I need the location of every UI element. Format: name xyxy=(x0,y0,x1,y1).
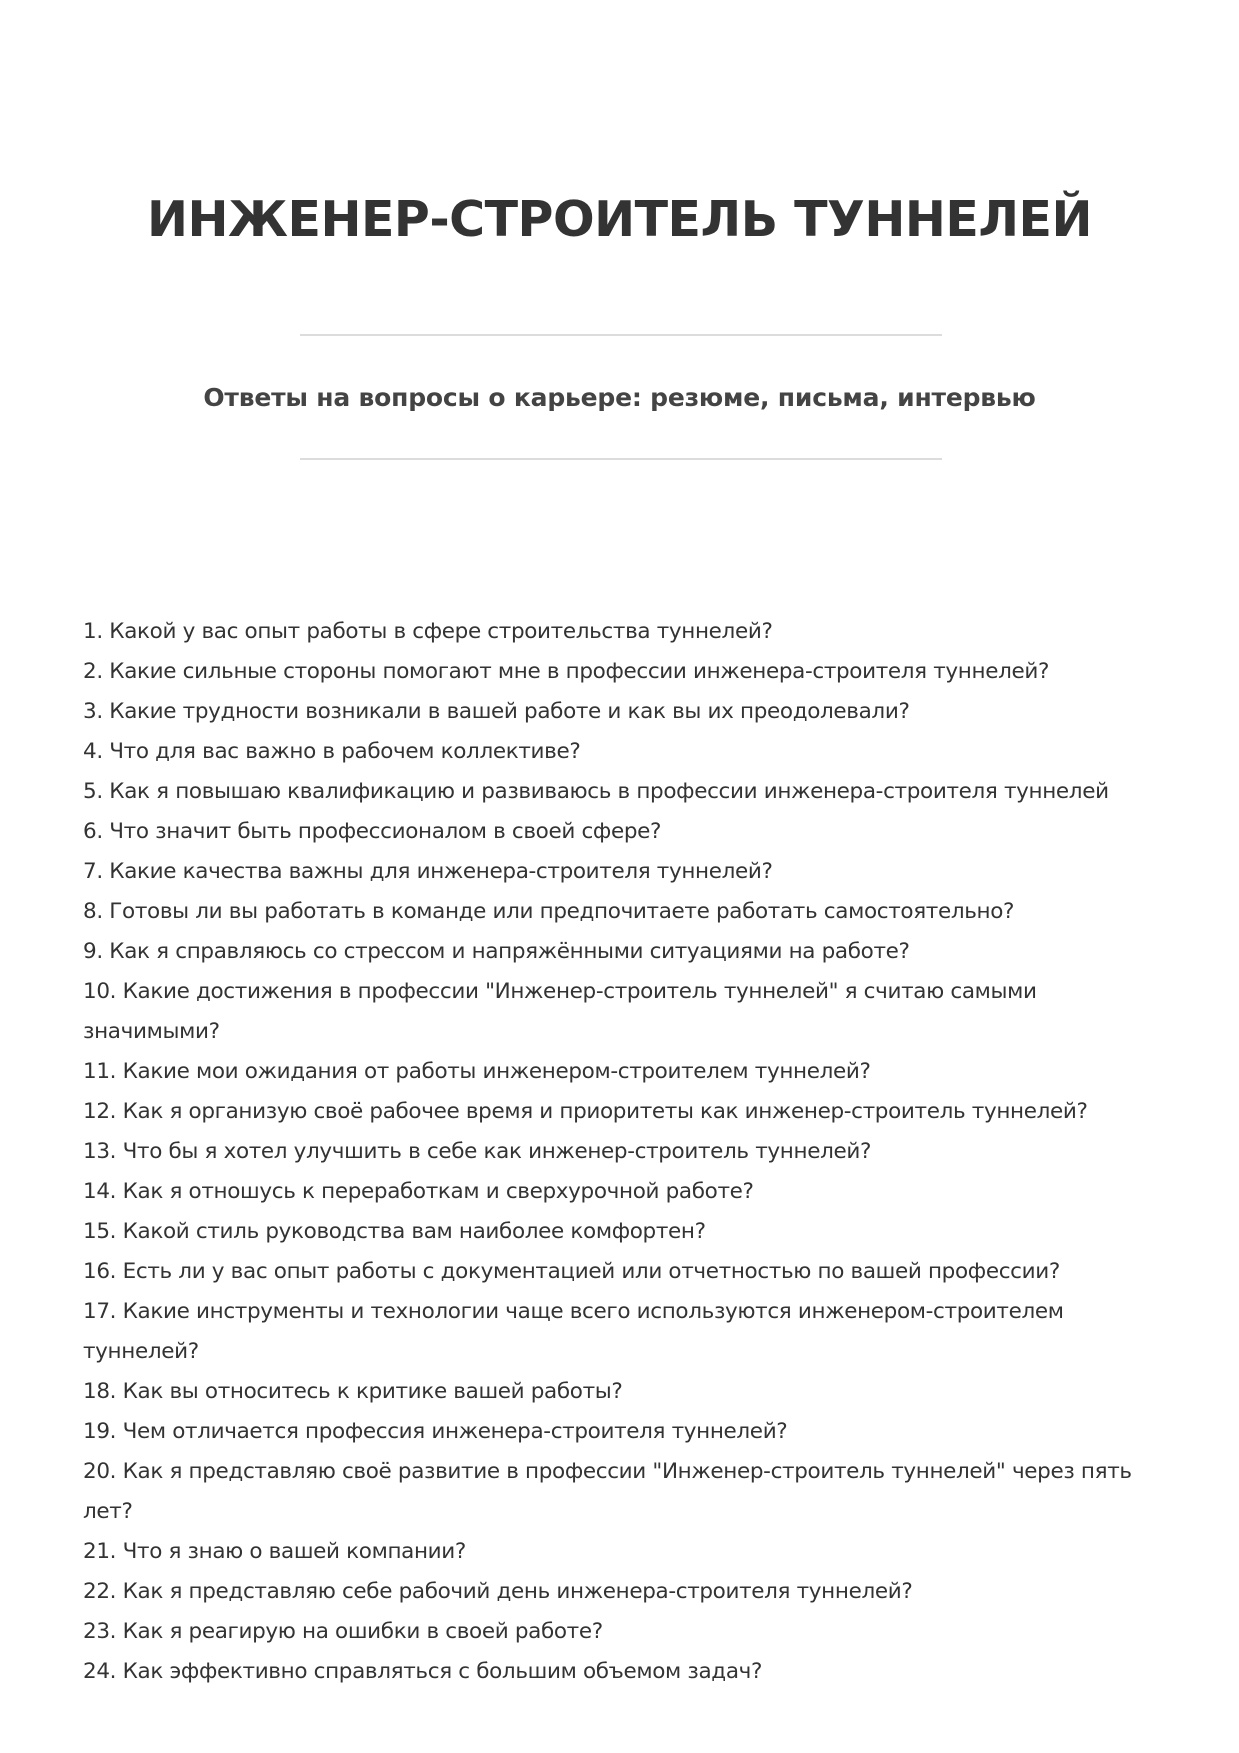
question-item: 18. Как вы относитесь к критике вашей работы? xyxy=(83,1379,623,1404)
top-divider xyxy=(300,334,942,336)
bottom-divider xyxy=(300,458,942,460)
question-item: 13. Что бы я хотел улучшить в себе как инженер-строитель туннелей? xyxy=(83,1139,872,1164)
question-item: 24. Как эффективно справляться с большим объемом задач? xyxy=(83,1659,763,1684)
question-item: 20. Как я представляю своё развитие в профессии "Инженер-строитель туннелей" через пять лет? xyxy=(83,1459,1132,1524)
question-item: 10. Какие достижения в профессии "Инженер-строитель туннелей" я считаю самыми значимыми? xyxy=(83,979,1037,1044)
question-item: 8. Готовы ли вы работать в команде или предпочитаете работать самостоятельно? xyxy=(83,899,1015,924)
question-item: 19. Чем отличается профессия инженера-строителя туннелей? xyxy=(83,1419,788,1444)
question-item: 12. Как я организую своё рабочее время и приоритеты как инженер-строитель туннелей? xyxy=(83,1099,1088,1124)
question-item: 22. Как я представляю себе рабочий день инженера-строителя туннелей? xyxy=(83,1579,913,1604)
page-title: ИНЖЕНЕР-СТРОИТЕЛЬ ТУННЕЛЕЙ xyxy=(146,191,1093,248)
question-item: 17. Какие инструменты и технологии чаще всего используются инженером-строителем туннелей? xyxy=(83,1299,1064,1364)
question-item: 3. Какие трудности возникали в вашей работе и как вы их преодолевали? xyxy=(83,699,910,724)
question-item: 4. Что для вас важно в рабочем коллективе? xyxy=(83,739,581,764)
question-item: 23. Как я реагирую на ошибки в своей работе? xyxy=(83,1619,603,1644)
question-item: 16. Есть ли у вас опыт работы с документацией или отчетностью по вашей профессии? xyxy=(83,1259,1060,1284)
question-item: 11. Какие мои ожидания от работы инженером-строителем туннелей? xyxy=(83,1059,871,1084)
question-item: 1. Какой у вас опыт работы в сфере строительства туннелей? xyxy=(83,619,773,644)
question-item: 6. Что значит быть профессионалом в своей сфере? xyxy=(83,819,662,844)
question-item: 15. Какой стиль руководства вам наиболее комфортен? xyxy=(83,1219,706,1244)
question-item: 7. Какие качества важны для инженера-строителя туннелей? xyxy=(83,859,773,884)
question-item: 9. Как я справляюсь со стрессом и напряжёнными ситуациями на работе? xyxy=(83,939,910,964)
question-item: 21. Что я знаю о вашей компании? xyxy=(83,1539,466,1564)
question-item: 2. Какие сильные стороны помогают мне в профессии инженера-строителя туннелей? xyxy=(83,659,1050,684)
page-subtitle: Ответы на вопросы о карьере: резюме, письма, интервью xyxy=(203,383,1036,412)
question-item: 5. Как я повышаю квалификацию и развиваюсь в профессии инженера-строителя туннелей xyxy=(83,779,1109,804)
question-list xyxy=(83,612,1163,1692)
question-item: 14. Как я отношусь к переработкам и сверхурочной работе? xyxy=(83,1179,754,1204)
